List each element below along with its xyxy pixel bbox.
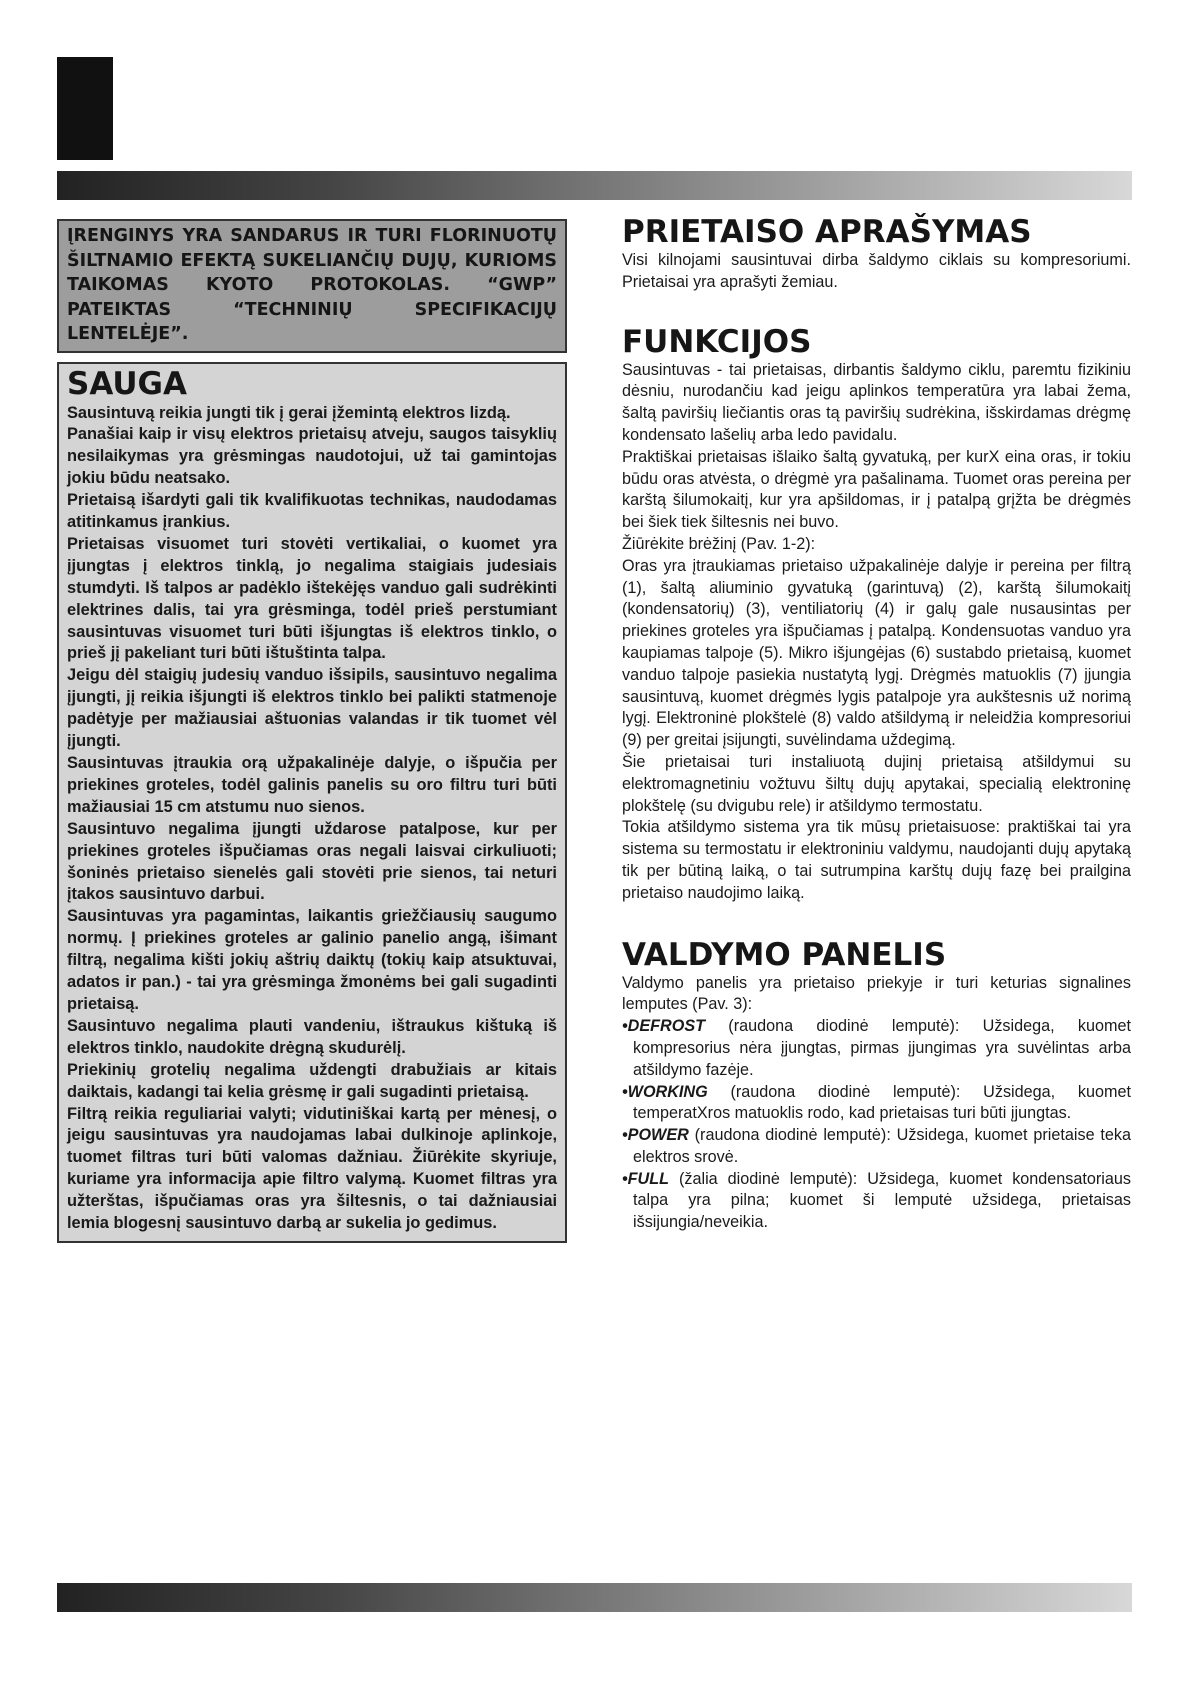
- description-title: PRIETAISO APRAŠYMAS: [622, 214, 1032, 250]
- functions-paragraph: Praktiškai prietaisas išlaiko šaltą gyvatuką, per kurX eina oras, ir tokiu būdu oras atvėsta, o drėgmė yra pašalinama. Tuomet oras pereina per karštą šilumokaitį, kur yra apšildomas, ir į patalpą grįžta be drėgmės bei šiek tiek šiltesnis nei buvo.: [622, 447, 1131, 532]
- functions-paragraph: Šie prietaisai turi instaliuotą dujinį prietaisą atšildymui su elektromagnetiniu vožtuvu šiltų dujų apytakai, specialią elektroninę plokštelę (su dvigubu rele) ir atšildymo termostatu.: [622, 752, 1131, 815]
- safety-paragraph: Filtrą reikia reguliariai valyti; vidutiniškai kartą per mėnesį, o jeigu sausintuvas yra naudojamas labai dulkinoje aplinkoje, tuomet filtras turi būti valomas dažniau. Žiūrėkite skyriuje, kuriame yra informacija apie filtro valymą. Kuomet filtras yra užterštas, išpučiamas oras yra šiltesnis, o tai dažniausiai lemia blogesnį sausintuvo darbą ar sukelia jo gedimus.: [67, 1104, 557, 1233]
- lamp-description: (žalia diodinė lemputė): Užsidega, kuomet kondensatoriaus talpa yra pilna; kuomet ši lemputė užsidega, prietaisas išsijungia/neveikia.: [633, 1169, 1131, 1232]
- safety-paragraph: Sausintuvo negalima plauti vandeniu, ištraukus kištuką iš elektros tinklo, naudokite drėgną skudurėlį.: [67, 1016, 557, 1057]
- functions-paragraph: Oras yra įtraukiamas prietaiso užpakalinėje dalyje ir pereina per filtrą (1), šaltą aliuminio gyvatuką (garintuvą) (2), karštą šilumokaitį (kondensatorių) (3), ventiliatorių (4) ir galų gale nusausintas per priekines groteles yra išpučiamas į patalpą. Kondensuotas vanduo yra kaupiamas talpoje (5). Mikro išjungėjas (6) sustabdo prietaisą, kuomet vanduo talpoje pasiekia nustatytą lygį. Drėgmės matuoklis (7) įjungia sausintuvą, kuomet drėgmės lygis patalpoje yra aukštesnis už norimą lygį. Elektroninė plokštelė (8) valdo atšildymą ir neleidžia kompresoriui (9) per greitai įsijungti, suvėlindama uždegimą.: [622, 556, 1131, 750]
- lamp-power: [622, 1125, 1131, 1169]
- functions-paragraph: Tokia atšildymo sistema yra tik mūsų prietaisuose: praktiškai tai yra sistema su termostatu ir elektroniniu valdymu, naudojanti dujų apytaką tik per būtiną laiką, o tai sutrumpina karštų dujų fazę bei prailgina prietaiso naudojimo laiką.: [622, 818, 1131, 902]
- description-text: Visi kilnojami sausintuvai dirba šaldymo ciklais su kompresoriumi. Prietaisai yra aprašyti žemiau.: [622, 251, 1131, 291]
- warning-text: ĮRENGINYS YRA SANDARUS IR TURI FLORINUOTŲ ŠILTNAMIO EFEKTĄ SUKELIANČIŲ DUJŲ, KURIOMS TAIKOMAS KYOTO PROTOKOLAS. “GWP” PATEIKTAS “TECHNINIŲ SPECIFIKACIJŲ LENTELĖJE”.: [67, 226, 557, 344]
- safety-paragraph: Sausintuvą reikia jungti tik į gerai įžemintą elektros lizdą.: [67, 403, 511, 422]
- warning-box: [57, 219, 567, 353]
- lamp-defrost: [622, 1016, 1131, 1081]
- right-column: [622, 214, 1131, 1234]
- lamp-description: (raudona diodinė lemputė): Užsidega, kuomet kompresorius nėra įjungtas, pirmas įjungimas yra suvėlintas arba atšildymo fazėje.: [633, 1017, 1131, 1079]
- safety-box: [57, 362, 567, 1243]
- safety-paragraph: Jeigu dėl staigių judesių vanduo išsipils, sausintuvo negalima įjungti, jį reikia išjungti iš elektros tinklo bei palikti statmenoje padėtyje per mažiausiai aštuonias valandas ir tik tuomet vėl įjungti.: [67, 666, 557, 751]
- safety-paragraph: Sausintuvas yra pagamintas, laikantis griežčiausių saugumo normų. Į priekines groteles ar galinio panelio angą, išimant filtrą, negalima kišti jokių aštrių daiktų (tokių kaip atsuktuvai, adatos ir pan.) - tai yra grėsminga žmonėms bei gali sugadinti prietaisą.: [67, 907, 557, 1013]
- safety-title: SAUGA: [67, 365, 187, 402]
- safety-paragraph: Panašiai kaip ir visų elektros prietaisų atveju, saugos taisyklių nesilaikymas yra grėsmingas naudotojui, už tai gamintojas jokiu būdu neatsako.: [67, 425, 557, 488]
- lamp-description: (raudona diodinė lemputė): Užsidega, kuomet temperatXros matuoklis rodo, kad prietaisas turi būti įjungtas.: [633, 1082, 1131, 1123]
- page-corner-tab: [57, 57, 113, 160]
- left-column: [57, 219, 567, 1243]
- functions-title: FUNKCIJOS: [622, 323, 812, 360]
- control-panel-title: VALDYMO PANELIS: [622, 936, 947, 973]
- lamp-name: •WORKING: [622, 1082, 708, 1101]
- lamp-working: [622, 1082, 1131, 1126]
- functions-paragraph: Žiūrėkite brėžinį (Pav. 1-2):: [622, 534, 816, 553]
- safety-paragraph: Priekinių grotelių negalima uždengti drabužiais ar kitais daiktais, kadangi tai kelia grėsmę ir gali sugadinti prietaisą.: [67, 1060, 557, 1101]
- safety-paragraph: Prietaisą išardyti gali tik kvalifikuotas technikas, naudodamas atitinkamus įrankius.: [67, 491, 557, 532]
- lamp-full: [622, 1169, 1131, 1234]
- control-panel-intro: Valdymo panelis yra prietaiso priekyje ir turi keturias signalines lemputes (Pav. 3):: [622, 973, 1131, 1014]
- header-gradient-bar: [57, 171, 1132, 200]
- safety-paragraph: Sausintuvo negalima įjungti uždarose patalpose, kur per priekines groteles išpučiamas oras negali laisvai cirkuliuoti; šoninės prietaiso sienelės gali stovėti prie sienos, tai neturi įtakos sausintuvo darbui.: [67, 819, 557, 904]
- safety-paragraph: Prietaisas visuomet turi stovėti vertikaliai, o kuomet yra įjungtas į elektros tinklą, jo negalima staigiais judesiais stumdyti. Iš talpos ar padėklo ištekėjęs vanduo gali sudrėkinti elektrines dalis, tai yra grėsminga, todėl prieš perstumiant sausintuvas visuomet turi būti išjungtas iš elektros tinklo, o prieš jį pakeliant turi būti ištuštinta talpa.: [67, 534, 557, 663]
- lamp-name: •POWER: [622, 1126, 689, 1145]
- safety-paragraph: Sausintuvas įtraukia orą užpakalinėje dalyje, o išpučia per priekines groteles, todėl galinis panelis su oro filtru turi būti mažiausiai 15 cm atstumu nuo sienos.: [67, 754, 557, 816]
- lamp-name: •DEFROST: [622, 1017, 706, 1036]
- lamp-name: •FULL: [622, 1169, 670, 1188]
- footer-gradient-bar: [57, 1583, 1132, 1612]
- lamp-description: (raudona diodinė lemputė): Užsidega, kuomet prietaise teka elektros srovė.: [633, 1126, 1131, 1166]
- functions-paragraph: Sausintuvas - tai prietaisas, dirbantis šaldymo ciklu, paremtu fizikiniu dėsniu, nurodančiu kad jeigu aplinkos temperatūra yra labai žema, šaltą paviršių liečiantis oras tą paviršių sudrėkina, išskirdamas drėgmę kondensato lašelių arba ledo pavidalu.: [622, 360, 1131, 444]
